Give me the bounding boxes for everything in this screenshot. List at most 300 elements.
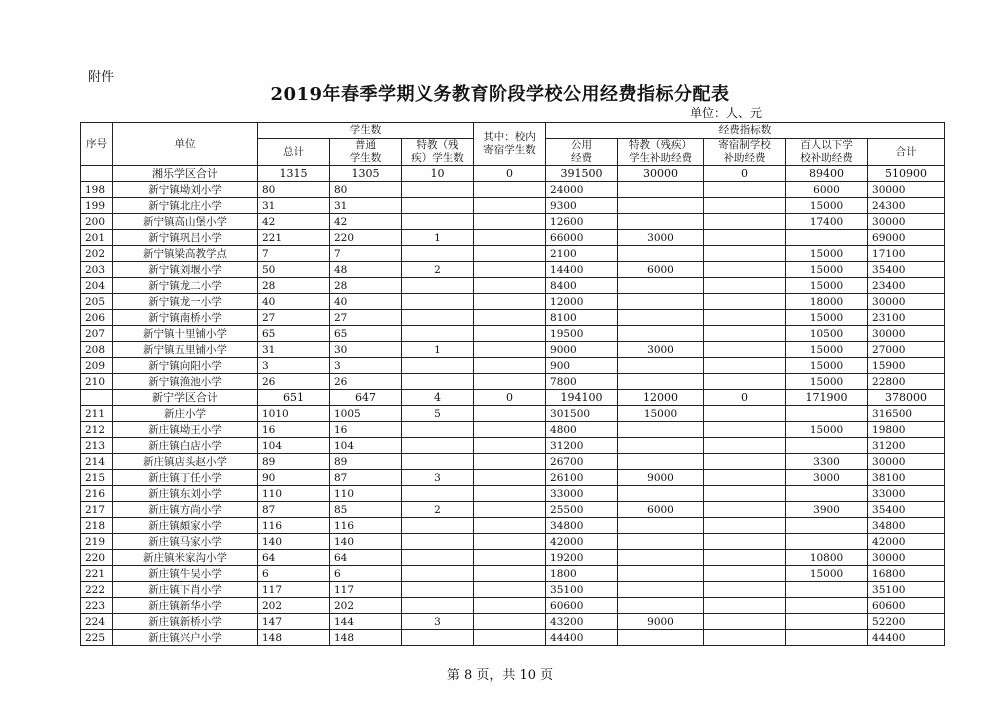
header-special-line2: 疾）学生数 <box>411 152 464 164</box>
table-row <box>81 262 945 278</box>
cell-special-subsidy <box>618 550 704 566</box>
cell-boarding <box>474 358 546 374</box>
cell-boarding <box>474 518 546 534</box>
cell-special-subsidy <box>618 438 704 454</box>
cell-sum: 44400 <box>868 630 945 646</box>
cell-seq: 223 <box>81 598 113 614</box>
cell-regular: 116 <box>330 518 402 534</box>
cell-small-school-subsidy: 10500 <box>786 326 868 342</box>
cell-public-fund: 24000 <box>546 182 618 198</box>
cell-school-name: 新庄镇兴户小学 <box>113 630 258 646</box>
table-row <box>81 630 945 646</box>
cell-regular: 85 <box>330 502 402 518</box>
table-row <box>81 406 945 422</box>
table-row <box>81 598 945 614</box>
cell-small-school-subsidy <box>786 630 868 646</box>
cell-total: 651 <box>258 390 330 406</box>
cell-boarding <box>474 614 546 630</box>
table-row <box>81 358 945 374</box>
cell-boarding: 0 <box>474 166 546 182</box>
cell-regular: 220 <box>330 230 402 246</box>
cell-special-subsidy <box>618 358 704 374</box>
cell-regular: 202 <box>330 598 402 614</box>
cell-total: 31 <box>258 198 330 214</box>
cell-boarding-subsidy <box>704 278 786 294</box>
cell-school-name: 新宁镇高山堡小学 <box>113 214 258 230</box>
cell-special-subsidy <box>618 374 704 390</box>
cell-seq: 200 <box>81 214 113 230</box>
cell-sum: 33000 <box>868 486 945 502</box>
cell-special <box>402 582 474 598</box>
cell-total: 202 <box>258 598 330 614</box>
cell-boarding-subsidy <box>704 470 786 486</box>
table-row <box>81 214 945 230</box>
cell-public-fund: 7800 <box>546 374 618 390</box>
table-row <box>81 614 945 630</box>
cell-regular: 140 <box>330 534 402 550</box>
cell-total: 65 <box>258 326 330 342</box>
cell-sum: 17100 <box>868 246 945 262</box>
cell-public-fund: 194100 <box>546 390 618 406</box>
cell-public-fund: 4800 <box>546 422 618 438</box>
cell-total: 89 <box>258 454 330 470</box>
cell-sum: 42000 <box>868 534 945 550</box>
header-special-subsidy <box>618 139 704 166</box>
cell-boarding-subsidy <box>704 310 786 326</box>
table-row <box>81 502 945 518</box>
cell-special-subsidy: 30000 <box>618 166 704 182</box>
cell-public-fund: 31200 <box>546 438 618 454</box>
cell-regular: 104 <box>330 438 402 454</box>
cell-seq: 217 <box>81 502 113 518</box>
cell-boarding-subsidy <box>704 262 786 278</box>
cell-public-fund: 2100 <box>546 246 618 262</box>
cell-special <box>402 422 474 438</box>
cell-boarding <box>474 310 546 326</box>
cell-special <box>402 294 474 310</box>
cell-seq: 203 <box>81 262 113 278</box>
cell-school-name: 新宁镇向阳小学 <box>113 358 258 374</box>
cell-total: 42 <box>258 214 330 230</box>
cell-special <box>402 438 474 454</box>
cell-special: 2 <box>402 502 474 518</box>
cell-total: 31 <box>258 342 330 358</box>
cell-boarding <box>474 422 546 438</box>
cell-sum: 24300 <box>868 198 945 214</box>
cell-small-school-subsidy: 15000 <box>786 422 868 438</box>
cell-sum: 35400 <box>868 502 945 518</box>
cell-special <box>402 374 474 390</box>
table-row <box>81 310 945 326</box>
cell-boarding-subsidy <box>704 358 786 374</box>
cell-seq: 216 <box>81 486 113 502</box>
cell-boarding-subsidy: 0 <box>704 166 786 182</box>
cell-regular: 110 <box>330 486 402 502</box>
header-boarding-line2: 寄宿学生数 <box>483 144 536 156</box>
cell-regular: 148 <box>330 630 402 646</box>
cell-total: 1010 <box>258 406 330 422</box>
cell-sum: 30000 <box>868 182 945 198</box>
cell-special: 1 <box>402 230 474 246</box>
cell-special <box>402 214 474 230</box>
cell-special-subsidy <box>618 294 704 310</box>
cell-public-fund: 9000 <box>546 342 618 358</box>
cell-boarding-subsidy: 0 <box>704 390 786 406</box>
cell-regular: 28 <box>330 278 402 294</box>
cell-special-subsidy <box>618 582 704 598</box>
cell-boarding: 0 <box>474 390 546 406</box>
table-body <box>81 166 945 646</box>
cell-total: 147 <box>258 614 330 630</box>
cell-regular: 6 <box>330 566 402 582</box>
cell-boarding <box>474 534 546 550</box>
header-students-group: 学生数 <box>258 123 474 139</box>
cell-public-fund: 900 <box>546 358 618 374</box>
cell-seq: 202 <box>81 246 113 262</box>
cell-school-name: 新宁镇十里铺小学 <box>113 326 258 342</box>
cell-sum: 31200 <box>868 438 945 454</box>
cell-total: 40 <box>258 294 330 310</box>
cell-sum: 60600 <box>868 598 945 614</box>
cell-small-school-subsidy: 3900 <box>786 502 868 518</box>
cell-regular: 87 <box>330 470 402 486</box>
cell-boarding <box>474 326 546 342</box>
cell-small-school-subsidy: 171900 <box>786 390 868 406</box>
cell-boarding-subsidy <box>704 534 786 550</box>
cell-total: 7 <box>258 246 330 262</box>
cell-sum: 316500 <box>868 406 945 422</box>
table-row <box>81 550 945 566</box>
cell-public-fund: 8400 <box>546 278 618 294</box>
cell-sum: 34800 <box>868 518 945 534</box>
cell-regular: 31 <box>330 198 402 214</box>
cell-special-subsidy <box>618 198 704 214</box>
cell-sum: 27000 <box>868 342 945 358</box>
header-small-school-subsidy <box>786 139 868 166</box>
cell-regular: 65 <box>330 326 402 342</box>
cell-boarding-subsidy <box>704 454 786 470</box>
cell-small-school-subsidy <box>786 230 868 246</box>
cell-seq: 213 <box>81 438 113 454</box>
subtotal-row <box>81 390 945 406</box>
cell-public-fund: 44400 <box>546 630 618 646</box>
cell-sum: 16800 <box>868 566 945 582</box>
cell-small-school-subsidy: 15000 <box>786 198 868 214</box>
cell-sum: 30000 <box>868 326 945 342</box>
cell-seq: 219 <box>81 534 113 550</box>
cell-seq: 209 <box>81 358 113 374</box>
cell-boarding <box>474 550 546 566</box>
cell-small-school-subsidy <box>786 598 868 614</box>
cell-special <box>402 566 474 582</box>
cell-regular: 26 <box>330 374 402 390</box>
cell-public-fund: 12000 <box>546 294 618 310</box>
header-regular-line1: 普通 <box>355 139 376 151</box>
cell-special-subsidy: 15000 <box>618 406 704 422</box>
cell-sum: 30000 <box>868 454 945 470</box>
cell-special-subsidy <box>618 598 704 614</box>
cell-special-subsidy <box>618 326 704 342</box>
cell-boarding <box>474 262 546 278</box>
cell-seq: 211 <box>81 406 113 422</box>
cell-school-name: 新宁镇梁高教学点 <box>113 246 258 262</box>
cell-small-school-subsidy: 15000 <box>786 278 868 294</box>
cell-school-name: 新宁镇巩吕小学 <box>113 230 258 246</box>
cell-school-name: 新宁镇北庄小学 <box>113 198 258 214</box>
cell-seq: 199 <box>81 198 113 214</box>
cell-boarding <box>474 630 546 646</box>
cell-boarding <box>474 182 546 198</box>
cell-small-school-subsidy <box>786 518 868 534</box>
cell-sum: 19800 <box>868 422 945 438</box>
cell-small-school-subsidy: 15000 <box>786 262 868 278</box>
cell-special: 4 <box>402 390 474 406</box>
cell-regular: 117 <box>330 582 402 598</box>
cell-boarding-subsidy <box>704 550 786 566</box>
cell-school-name: 新宁镇刘堰小学 <box>113 262 258 278</box>
cell-boarding-subsidy <box>704 342 786 358</box>
table-row <box>81 534 945 550</box>
cell-boarding-subsidy <box>704 182 786 198</box>
cell-boarding-subsidy <box>704 438 786 454</box>
cell-special-subsidy <box>618 534 704 550</box>
cell-special-subsidy <box>618 214 704 230</box>
cell-small-school-subsidy: 89400 <box>786 166 868 182</box>
cell-special <box>402 534 474 550</box>
cell-boarding <box>474 278 546 294</box>
cell-boarding <box>474 454 546 470</box>
table-row <box>81 454 945 470</box>
cell-special-subsidy: 9000 <box>618 470 704 486</box>
cell-total: 64 <box>258 550 330 566</box>
cell-total: 1315 <box>258 166 330 182</box>
cell-sum: 30000 <box>868 550 945 566</box>
cell-seq: 212 <box>81 422 113 438</box>
cell-boarding <box>474 342 546 358</box>
header-boarding-subsidy <box>704 139 786 166</box>
cell-sum: 378000 <box>868 390 945 406</box>
cell-public-fund: 14400 <box>546 262 618 278</box>
attachment-label: 附件 <box>88 70 115 85</box>
document-title: 2019年春季学期义务教育阶段学校公用经费指标分配表 <box>270 84 730 105</box>
cell-boarding-subsidy <box>704 582 786 598</box>
cell-seq: 207 <box>81 326 113 342</box>
header-special <box>402 139 474 166</box>
cell-public-fund: 301500 <box>546 406 618 422</box>
cell-school-name: 新宁镇南桥小学 <box>113 310 258 326</box>
cell-boarding <box>474 582 546 598</box>
cell-regular: 64 <box>330 550 402 566</box>
cell-school-name: 新宁镇五里铺小学 <box>113 342 258 358</box>
cell-special <box>402 198 474 214</box>
cell-small-school-subsidy <box>786 486 868 502</box>
cell-regular: 89 <box>330 454 402 470</box>
cell-special-subsidy <box>618 182 704 198</box>
cell-sum: 15900 <box>868 358 945 374</box>
cell-total: 221 <box>258 230 330 246</box>
cell-boarding <box>474 374 546 390</box>
cell-school-name: 新庄镇白店小学 <box>113 438 258 454</box>
cell-total: 140 <box>258 534 330 550</box>
cell-public-fund: 34800 <box>546 518 618 534</box>
header-special-subsidy-line2: 学生补助经费 <box>629 152 693 164</box>
cell-special: 3 <box>402 470 474 486</box>
cell-boarding-subsidy <box>704 406 786 422</box>
header-total: 总计 <box>258 139 330 166</box>
cell-boarding-subsidy <box>704 518 786 534</box>
table-row <box>81 582 945 598</box>
cell-school-name: 湘乐学区合计 <box>113 166 258 182</box>
cell-small-school-subsidy: 3000 <box>786 470 868 486</box>
cell-total: 28 <box>258 278 330 294</box>
cell-small-school-subsidy: 10800 <box>786 550 868 566</box>
header-boarding-subsidy-line1: 寄宿制学校 <box>718 139 771 151</box>
cell-sum: 69000 <box>868 230 945 246</box>
cell-special-subsidy: 3000 <box>618 230 704 246</box>
cell-special: 1 <box>402 342 474 358</box>
cell-sum: 23400 <box>868 278 945 294</box>
cell-regular: 80 <box>330 182 402 198</box>
header-small-school-subsidy-line1: 百人以下学 <box>800 139 853 151</box>
cell-boarding <box>474 406 546 422</box>
cell-seq: 208 <box>81 342 113 358</box>
cell-school-name: 新庄镇下肖小学 <box>113 582 258 598</box>
cell-special-subsidy <box>618 278 704 294</box>
cell-school-name: 新庄镇东刘小学 <box>113 486 258 502</box>
cell-regular: 647 <box>330 390 402 406</box>
table-row <box>81 342 945 358</box>
cell-seq: 222 <box>81 582 113 598</box>
table-row <box>81 230 945 246</box>
cell-boarding-subsidy <box>704 246 786 262</box>
cell-small-school-subsidy: 15000 <box>786 310 868 326</box>
cell-regular: 144 <box>330 614 402 630</box>
cell-school-name: 新庄镇新华小学 <box>113 598 258 614</box>
cell-school-name: 新庄镇丁任小学 <box>113 470 258 486</box>
cell-sum: 30000 <box>868 214 945 230</box>
cell-regular: 30 <box>330 342 402 358</box>
cell-seq: 205 <box>81 294 113 310</box>
cell-small-school-subsidy <box>786 438 868 454</box>
cell-small-school-subsidy <box>786 614 868 630</box>
header-regular <box>330 139 402 166</box>
cell-special: 10 <box>402 166 474 182</box>
cell-regular: 42 <box>330 214 402 230</box>
cell-public-fund: 19500 <box>546 326 618 342</box>
cell-small-school-subsidy: 17400 <box>786 214 868 230</box>
cell-special: 3 <box>402 614 474 630</box>
cell-total: 27 <box>258 310 330 326</box>
cell-public-fund: 26700 <box>546 454 618 470</box>
cell-public-fund: 26100 <box>546 470 618 486</box>
cell-special <box>402 518 474 534</box>
cell-school-name: 新庄小学 <box>113 406 258 422</box>
table-row <box>81 246 945 262</box>
cell-regular: 16 <box>330 422 402 438</box>
cell-total: 110 <box>258 486 330 502</box>
cell-seq <box>81 166 113 182</box>
cell-boarding-subsidy <box>704 614 786 630</box>
table-row <box>81 486 945 502</box>
cell-total: 104 <box>258 438 330 454</box>
cell-total: 3 <box>258 358 330 374</box>
cell-special-subsidy <box>618 454 704 470</box>
cell-boarding <box>474 598 546 614</box>
cell-boarding-subsidy <box>704 630 786 646</box>
cell-special <box>402 598 474 614</box>
cell-small-school-subsidy: 15000 <box>786 374 868 390</box>
cell-seq: 210 <box>81 374 113 390</box>
page-footer: 第 8 页，共 10 页 <box>446 668 554 683</box>
header-public-fund <box>546 139 618 166</box>
cell-school-name: 新庄镇坳王小学 <box>113 422 258 438</box>
header-seq: 序号 <box>81 123 113 166</box>
cell-total: 117 <box>258 582 330 598</box>
cell-total: 80 <box>258 182 330 198</box>
cell-seq: 224 <box>81 614 113 630</box>
cell-small-school-subsidy: 15000 <box>786 246 868 262</box>
cell-boarding <box>474 502 546 518</box>
header-small-school-subsidy-line2: 校补助经费 <box>800 152 853 164</box>
cell-small-school-subsidy: 15000 <box>786 342 868 358</box>
cell-seq: 214 <box>81 454 113 470</box>
cell-special-subsidy: 12000 <box>618 390 704 406</box>
header-boarding-students <box>474 123 546 166</box>
cell-small-school-subsidy: 6000 <box>786 182 868 198</box>
header-public-fund-line1: 公用 <box>571 139 593 151</box>
cell-sum: 22800 <box>868 374 945 390</box>
header-funds-group: 经费指标数 <box>546 123 945 139</box>
cell-total: 116 <box>258 518 330 534</box>
cell-boarding <box>474 438 546 454</box>
cell-seq: 204 <box>81 278 113 294</box>
cell-boarding-subsidy <box>704 422 786 438</box>
table-row <box>81 278 945 294</box>
cell-seq: 206 <box>81 310 113 326</box>
cell-regular: 3 <box>330 358 402 374</box>
header-school: 单位 <box>113 123 258 166</box>
cell-school-name: 新宁学区合计 <box>113 390 258 406</box>
cell-total: 90 <box>258 470 330 486</box>
cell-special-subsidy <box>618 422 704 438</box>
cell-public-fund: 1800 <box>546 566 618 582</box>
cell-boarding-subsidy <box>704 294 786 310</box>
cell-sum: 23100 <box>868 310 945 326</box>
cell-boarding-subsidy <box>704 486 786 502</box>
cell-special-subsidy <box>618 630 704 646</box>
cell-boarding <box>474 230 546 246</box>
cell-school-name: 新庄镇店头赵小学 <box>113 454 258 470</box>
cell-seq: 201 <box>81 230 113 246</box>
cell-special-subsidy <box>618 566 704 582</box>
cell-total: 6 <box>258 566 330 582</box>
cell-regular: 27 <box>330 310 402 326</box>
cell-boarding-subsidy <box>704 374 786 390</box>
cell-boarding <box>474 246 546 262</box>
cell-special <box>402 486 474 502</box>
cell-small-school-subsidy <box>786 534 868 550</box>
cell-special <box>402 182 474 198</box>
cell-school-name: 新庄镇马家小学 <box>113 534 258 550</box>
cell-regular: 7 <box>330 246 402 262</box>
table-row <box>81 182 945 198</box>
table-row <box>81 566 945 582</box>
cell-school-name: 新庄镇新桥小学 <box>113 614 258 630</box>
cell-boarding <box>474 486 546 502</box>
cell-special <box>402 454 474 470</box>
cell-special <box>402 326 474 342</box>
header-regular-line2: 学生数 <box>349 152 382 164</box>
